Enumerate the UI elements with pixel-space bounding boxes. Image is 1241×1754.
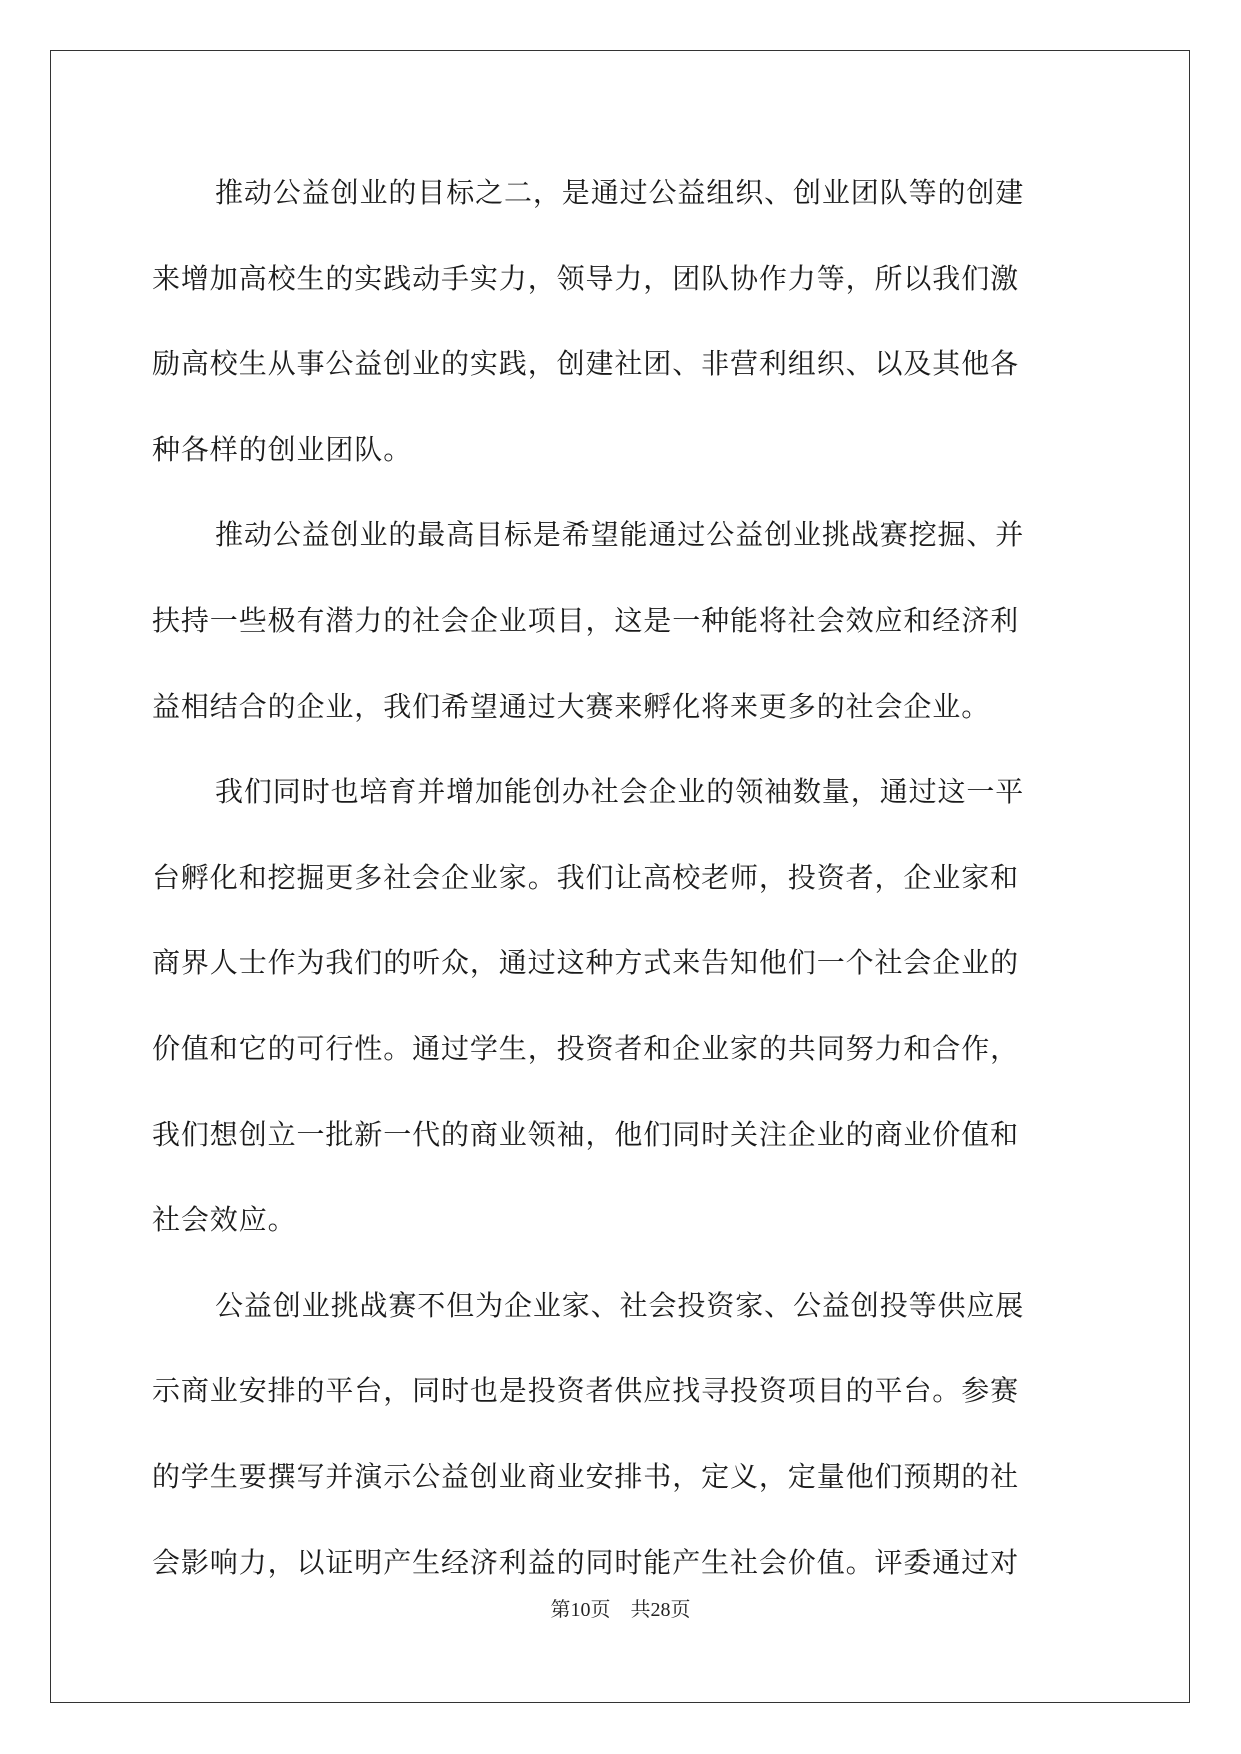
text-line: 种各样的创业团队。 xyxy=(152,432,413,466)
text-line: 励高校生从事公益创业的实践，创建社团、非营利组织、以及其他各 xyxy=(152,347,1020,381)
text-line: 扶持一些极有潜力的社会企业项目，这是一种能将社会效应和经济利 xyxy=(152,603,1020,637)
text-line: 社会效应。 xyxy=(152,1203,297,1237)
text-line: 推动公益创业的最高目标是希望能通过公益创业挑战赛挖掘、并 xyxy=(215,518,1025,552)
text-line: 的学生要撰写并演示公益创业商业安排书，定义，定量他们预期的社 xyxy=(152,1459,1020,1493)
text-line: 示商业安排的平台，同时也是投资者供应找寻投资项目的平台。参赛 xyxy=(152,1374,1020,1408)
document-body xyxy=(152,150,1092,1605)
text-line: 我们想创立一批新一代的商业领袖，他们同时关注企业的商业价值和 xyxy=(152,1117,1020,1151)
text-line: 台孵化和挖掘更多社会企业家。我们让高校老师，投资者，企业家和 xyxy=(152,860,1020,894)
text-line: 公益创业挑战赛不但为企业家、社会投资家、公益创投等供应展 xyxy=(215,1288,1025,1322)
page-number: 第10页 xyxy=(550,1599,611,1621)
text-line: 来增加高校生的实践动手实力，领导力，团队协作力等，所以我们激 xyxy=(152,261,1020,295)
page-total: 共28页 xyxy=(630,1599,691,1621)
text-line: 我们同时也培育并增加能创办社会企业的领袖数量，通过这一平 xyxy=(215,775,1025,809)
page-footer xyxy=(0,1593,1241,1622)
text-line: 益相结合的企业，我们希望通过大赛来孵化将来更多的社会企业。 xyxy=(152,689,991,723)
text-line: 推动公益创业的目标之二，是通过公益组织、创业团队等的创建 xyxy=(215,176,1025,209)
text-line: 价值和它的可行性。通过学生，投资者和企业家的共同努力和合作， xyxy=(152,1031,1020,1065)
text-line: 会影响力，以证明产生经济利益的同时能产生社会价值。评委通过对 xyxy=(152,1545,1020,1579)
text-line: 商界人士作为我们的听众，通过这种方式来告知他们一个社会企业的 xyxy=(152,946,1020,980)
